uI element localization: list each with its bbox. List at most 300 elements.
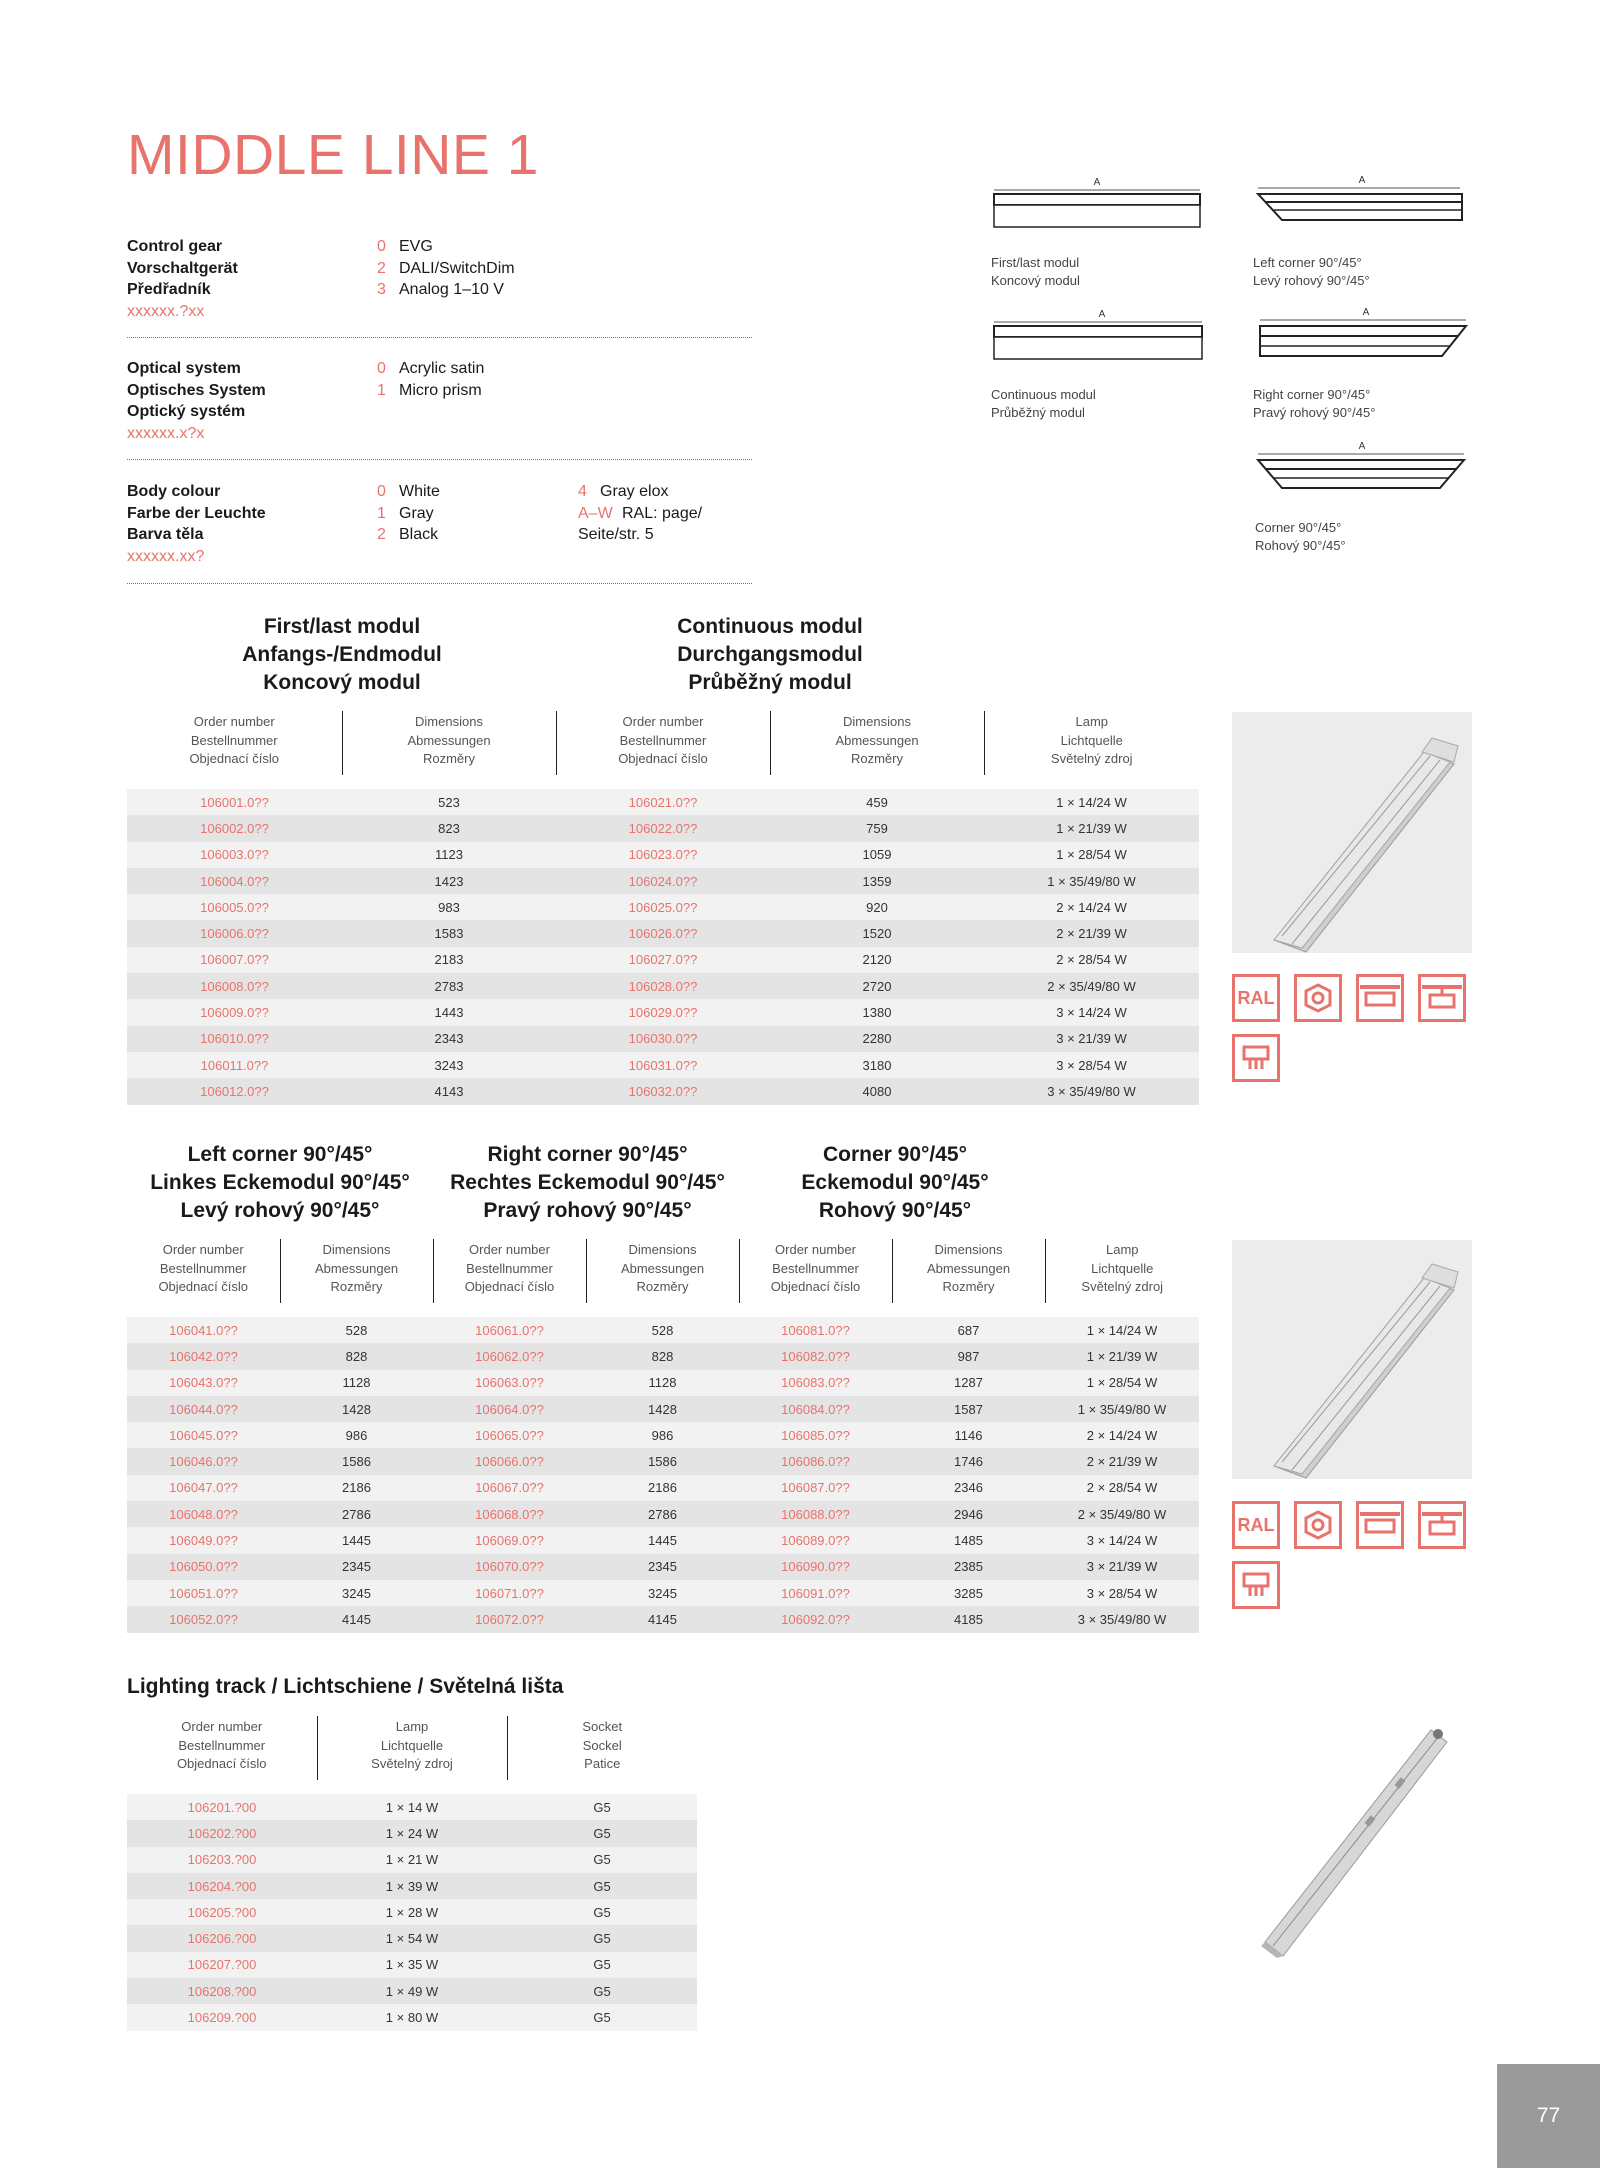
track-mount-icon — [1232, 1561, 1280, 1609]
column-header — [892, 1239, 1045, 1303]
table-header-row — [127, 711, 1199, 775]
column-header-line: Abmessungen — [926, 1260, 1011, 1276]
table-cell: 2183 — [342, 947, 556, 973]
table-cell: 1146 — [892, 1422, 1045, 1448]
heading-line: Pravý rohový 90°/45° — [483, 1199, 692, 1222]
order-number-cell: 106046.0?? — [127, 1448, 280, 1474]
table-row — [127, 1820, 697, 1846]
lighting-track-photo — [1255, 1720, 1455, 1960]
order-number-cell: 106012.0?? — [127, 1078, 342, 1104]
option-label: Farbe der Leuchte — [127, 504, 266, 522]
caption-line: Pravý rohový 90°/45° — [1253, 405, 1376, 420]
column-header-line: Socket — [582, 1719, 623, 1734]
table-cell: 1 × 28/54 W — [984, 842, 1199, 868]
corner-diagram — [1254, 440, 1474, 496]
column-header-line: Sockel — [582, 1737, 622, 1753]
caption-line: Levý rohový 90°/45° — [1253, 273, 1370, 288]
table-cell: G5 — [507, 1925, 697, 1951]
table-row — [127, 894, 1199, 920]
column-header-line: Lichtquelle — [1060, 732, 1123, 748]
caption-line: Corner 90°/45° — [1255, 520, 1342, 535]
table-cell: 1423 — [342, 868, 556, 894]
option-value: Micro prism — [399, 381, 482, 399]
table-cell: 1 × 28/54 W — [1045, 1370, 1199, 1396]
table-cell: 1587 — [892, 1396, 1045, 1422]
table-cell: 823 — [342, 815, 556, 841]
page-title: MIDDLE LINE 1 — [127, 123, 539, 187]
column-header-line: Rozměry — [330, 1279, 383, 1294]
right-corner-diagram — [1254, 306, 1474, 366]
table-cell: 2 × 14/24 W — [984, 894, 1199, 920]
order-number-cell: 106063.0?? — [433, 1370, 586, 1396]
order-number-cell: 106027.0?? — [556, 947, 770, 973]
table-cell: 1 × 28 W — [317, 1899, 507, 1925]
table-cell: 1443 — [342, 999, 556, 1025]
table-row — [127, 1978, 697, 2004]
option-body-colour — [127, 481, 752, 571]
caption-line: Left corner 90°/45° — [1253, 255, 1362, 270]
table-cell: 1 × 35 W — [317, 1952, 507, 1978]
option-code: xxxxxx.?xx — [127, 302, 205, 320]
table-cell: 1586 — [586, 1448, 739, 1474]
table-cell: 1 × 54 W — [317, 1925, 507, 1951]
column-header-line: Order number — [162, 1242, 244, 1257]
ral-icon: RAL — [1232, 974, 1280, 1022]
order-number-cell: 106085.0?? — [739, 1422, 892, 1448]
table-cell: 986 — [280, 1422, 433, 1448]
column-header-line: Rozměry — [422, 751, 475, 766]
order-number-cell: 106072.0?? — [433, 1606, 586, 1632]
option-value: DALI/SwitchDim — [399, 259, 515, 277]
column-header-line: Abmessungen — [620, 1260, 705, 1276]
dotted-divider — [127, 583, 752, 584]
table-body — [127, 1780, 697, 2031]
order-number-cell: 106089.0?? — [739, 1527, 892, 1553]
luminaire-photo-icon — [1232, 712, 1472, 953]
table-cell: 2 × 35/49/80 W — [984, 973, 1199, 999]
column-header — [280, 1239, 433, 1303]
order-number-cell: 106065.0?? — [433, 1422, 586, 1448]
table-row — [127, 1580, 1199, 1606]
column-header — [984, 711, 1199, 775]
section-heading-first-last — [197, 613, 487, 697]
table-row — [127, 1343, 1199, 1369]
table-row — [127, 1952, 697, 1978]
column-header-line: Bestellnummer — [466, 1260, 553, 1276]
product-photo-corner — [1232, 1240, 1472, 1479]
order-number-cell: 106011.0?? — [127, 1052, 342, 1078]
table-row — [127, 1448, 1199, 1474]
order-number-cell: 106008.0?? — [127, 973, 342, 999]
table-cell: 1059 — [770, 842, 984, 868]
section-heading-right-corner — [435, 1141, 740, 1225]
table-cell: 1 × 80 W — [317, 2004, 507, 2030]
column-header-line: Order number — [193, 714, 275, 729]
column-header-line: Dimensions — [628, 1242, 697, 1257]
table-row — [127, 1794, 697, 1820]
table-cell: 2343 — [342, 1026, 556, 1052]
order-number-cell: 106205.?00 — [127, 1899, 317, 1925]
table-cell: 1428 — [280, 1396, 433, 1422]
option-label: Optical system — [127, 360, 241, 377]
option-key: 0 — [377, 238, 386, 255]
column-header-line: Světelný zdroj — [1050, 751, 1133, 766]
column-header-line: Objednací číslo — [158, 1279, 249, 1294]
option-optical-system — [127, 358, 752, 448]
option-label: Control gear — [127, 238, 223, 255]
order-number-cell: 106023.0?? — [556, 842, 770, 868]
table-cell: 2346 — [892, 1475, 1045, 1501]
table-cell: 3 × 14/24 W — [984, 999, 1199, 1025]
option-value: Gray — [399, 504, 434, 522]
table-cell: 3 × 14/24 W — [1045, 1527, 1199, 1553]
product-photo-straight — [1232, 712, 1472, 953]
order-number-cell: 106061.0?? — [433, 1317, 586, 1343]
table-cell: 1128 — [586, 1370, 739, 1396]
table-cell: 4080 — [770, 1078, 984, 1104]
table-cell: 2 × 35/49/80 W — [1045, 1501, 1199, 1527]
table-cell: 1445 — [280, 1527, 433, 1553]
column-header-line: Dimensions — [843, 714, 911, 729]
column-header — [739, 1239, 892, 1303]
order-number-cell: 106201.?00 — [127, 1794, 317, 1820]
table-cell: 2786 — [280, 1501, 433, 1527]
column-header-line: Lamp — [1075, 714, 1109, 729]
order-number-cell: 106021.0?? — [556, 789, 770, 815]
table-cell: 1 × 24 W — [317, 1820, 507, 1846]
table-cell: 2120 — [770, 947, 984, 973]
table-cell: 3245 — [586, 1580, 739, 1606]
caption-line: Koncový modul — [991, 273, 1080, 288]
table-cell: 2385 — [892, 1554, 1045, 1580]
order-number-cell: 106025.0?? — [556, 894, 770, 920]
order-number-cell: 106022.0?? — [556, 815, 770, 841]
order-number-cell: 106006.0?? — [127, 920, 342, 946]
hexagon-nut-icon — [1294, 974, 1342, 1022]
option-label: Optisches System — [127, 381, 266, 399]
table-cell: 2946 — [892, 1501, 1045, 1527]
option-value: EVG — [399, 238, 433, 255]
table-cell: 2 × 28/54 W — [1045, 1475, 1199, 1501]
table-cell: 987 — [892, 1343, 1045, 1369]
table-row — [127, 1078, 1199, 1104]
column-header-line: Abmessungen — [407, 732, 491, 748]
order-number-cell: 106004.0?? — [127, 868, 342, 894]
option-key: 2 — [377, 526, 386, 543]
order-number-cell: 106204.?00 — [127, 1873, 317, 1899]
option-label: Body colour — [127, 483, 221, 500]
column-header-line: Dimensions — [934, 1242, 1003, 1257]
table-row — [127, 789, 1199, 815]
dimension-label: A — [1098, 309, 1106, 320]
surface-mount-icon — [1356, 1501, 1404, 1549]
table-corner-modules — [127, 1239, 1199, 1633]
table-cell: 2345 — [280, 1554, 433, 1580]
table-cell: 3180 — [770, 1052, 984, 1078]
option-label: Vorschaltgerät — [127, 259, 238, 277]
order-number-cell: 106090.0?? — [739, 1554, 892, 1580]
table-cell: 1 × 35/49/80 W — [1045, 1396, 1199, 1422]
column-header-line: Dimensions — [322, 1242, 391, 1257]
table-cell: G5 — [507, 1847, 697, 1873]
heading-line: Průběžný modul — [688, 671, 852, 694]
order-number-cell: 106044.0?? — [127, 1396, 280, 1422]
column-header-line: Rozměry — [636, 1279, 689, 1294]
luminaire-photo-icon — [1232, 1240, 1472, 1479]
dimension-label: A — [1362, 307, 1370, 318]
table-row — [127, 842, 1199, 868]
heading-line: Rechtes Eckemodul 90°/45° — [450, 1171, 725, 1194]
table-cell: G5 — [507, 1899, 697, 1925]
order-number-cell: 106082.0?? — [739, 1343, 892, 1369]
table-row — [127, 1026, 1199, 1052]
order-number-cell: 106066.0?? — [433, 1448, 586, 1474]
table-cell: 3 × 35/49/80 W — [984, 1078, 1199, 1104]
table-cell: 1428 — [586, 1396, 739, 1422]
pendant-mount-icon — [1418, 1501, 1466, 1549]
table-row — [127, 1873, 697, 1899]
section-heading-corner — [745, 1141, 1045, 1225]
section-heading-continuous — [620, 613, 920, 697]
first-last-module-caption — [991, 254, 1080, 290]
table-cell: 759 — [770, 815, 984, 841]
table-row — [127, 1052, 1199, 1078]
table-cell: 828 — [280, 1343, 433, 1369]
column-header — [586, 1239, 739, 1303]
option-label: Barva těla — [127, 526, 204, 543]
option-value: RAL: page/ — [622, 504, 703, 522]
table-cell: 3245 — [280, 1580, 433, 1606]
table-row — [127, 815, 1199, 841]
table-cell: 687 — [892, 1317, 1045, 1343]
table-cell: 1 × 21/39 W — [984, 815, 1199, 841]
order-number-cell: 106091.0?? — [739, 1580, 892, 1606]
column-header-line: Bestellnummer — [619, 732, 707, 748]
table-cell: 2 × 21/39 W — [984, 920, 1199, 946]
section-heading-left-corner — [130, 1141, 430, 1225]
order-number-cell: 106081.0?? — [739, 1317, 892, 1343]
table-cell: 1 × 14 W — [317, 1794, 507, 1820]
order-number-cell: 106202.?00 — [127, 1820, 317, 1846]
column-header — [127, 1716, 317, 1780]
option-value: Black — [399, 526, 439, 543]
column-header-line: Objednací číslo — [618, 751, 708, 766]
option-value: Gray elox — [600, 483, 669, 500]
order-number-cell: 106068.0?? — [433, 1501, 586, 1527]
table-row — [127, 973, 1199, 999]
option-key: 0 — [377, 360, 386, 377]
corner-caption — [1255, 519, 1346, 555]
column-header-line: Objednací číslo — [464, 1279, 555, 1294]
order-number-cell: 106088.0?? — [739, 1501, 892, 1527]
option-value: Analog 1–10 V — [399, 281, 504, 298]
column-header-line: Order number — [775, 1242, 856, 1257]
order-number-cell: 106070.0?? — [433, 1554, 586, 1580]
table-cell: 4145 — [586, 1606, 739, 1632]
table-cell: 2783 — [342, 973, 556, 999]
option-key: 2 — [377, 259, 386, 277]
heading-line: Rohový 90°/45° — [818, 1199, 972, 1222]
table-cell: 828 — [586, 1343, 739, 1369]
column-header-line: Abmessungen — [314, 1260, 399, 1276]
column-header-line: Patice — [584, 1756, 621, 1771]
table-cell: 459 — [770, 789, 984, 815]
column-header-line: Objednací číslo — [770, 1279, 861, 1294]
order-number-cell: 106042.0?? — [127, 1343, 280, 1369]
caption-line: Continuous modul — [991, 387, 1096, 402]
order-number-cell: 106002.0?? — [127, 815, 342, 841]
dotted-divider — [127, 459, 752, 460]
option-key: A–W — [578, 504, 613, 522]
column-header-line: Objednací číslo — [189, 751, 280, 766]
spacer-row — [127, 1780, 697, 1794]
page-number: 77 — [1497, 2064, 1600, 2168]
option-key: 3 — [377, 281, 386, 298]
table-row — [127, 1370, 1199, 1396]
column-header-line: Lichtquelle — [380, 1737, 444, 1753]
first-last-module-diagram — [990, 176, 1210, 238]
order-number-cell: 106071.0?? — [433, 1580, 586, 1606]
table-cell: 528 — [280, 1317, 433, 1343]
option-control-gear — [127, 236, 752, 326]
order-number-cell: 106010.0?? — [127, 1026, 342, 1052]
order-number-cell: 106084.0?? — [739, 1396, 892, 1422]
caption-line: First/last modul — [991, 255, 1080, 270]
dimension-label: A — [1093, 177, 1101, 188]
order-number-cell: 106087.0?? — [739, 1475, 892, 1501]
column-header-line: Světelný zdroj — [371, 1756, 453, 1771]
table-cell: 1 × 14/24 W — [984, 789, 1199, 815]
column-header — [342, 711, 556, 775]
table-row — [127, 1606, 1199, 1632]
order-number-cell: 106206.?00 — [127, 1925, 317, 1951]
order-number-cell: 106209.?00 — [127, 2004, 317, 2030]
column-header-line: Order number — [469, 1242, 550, 1257]
order-number-cell: 106067.0?? — [433, 1475, 586, 1501]
table-row — [127, 1422, 1199, 1448]
column-header — [1045, 1239, 1199, 1303]
table-row — [127, 1899, 697, 1925]
table-row — [127, 1501, 1199, 1527]
option-key: 0 — [377, 483, 386, 500]
table-cell: 986 — [586, 1422, 739, 1448]
heading-line: Koncový modul — [263, 671, 421, 694]
table-cell: 4143 — [342, 1078, 556, 1104]
table-body — [127, 775, 1199, 1105]
order-number-cell: 106032.0?? — [556, 1078, 770, 1104]
ral-icon: RAL — [1232, 1501, 1280, 1549]
table-cell: 2 × 21/39 W — [1045, 1448, 1199, 1474]
option-key: 4 — [578, 483, 587, 500]
column-header-line: Order number — [622, 714, 704, 729]
table-row — [127, 920, 1199, 946]
heading-line: Left corner 90°/45° — [187, 1143, 373, 1166]
table-cell: 3 × 21/39 W — [984, 1026, 1199, 1052]
heading-line: Right corner 90°/45° — [487, 1143, 688, 1166]
table-cell: 4145 — [280, 1606, 433, 1632]
column-header-line: Order number — [181, 1719, 263, 1734]
column-header-line: Dimensions — [415, 714, 483, 729]
table-cell: 3 × 28/54 W — [1045, 1580, 1199, 1606]
surface-mount-icon — [1356, 974, 1404, 1022]
table-cell: 1 × 21/39 W — [1045, 1343, 1199, 1369]
dimension-label: A — [1358, 441, 1366, 452]
order-number-cell: 106203.?00 — [127, 1847, 317, 1873]
column-header-line: Abmessungen — [835, 732, 919, 748]
column-header-line: Rozměry — [850, 751, 903, 766]
order-number-cell: 106007.0?? — [127, 947, 342, 973]
heading-line: Eckemodul 90°/45° — [801, 1171, 989, 1194]
order-number-cell: 106026.0?? — [556, 920, 770, 946]
track-mount-icon — [1232, 1034, 1280, 1082]
table-cell: 523 — [342, 789, 556, 815]
right-corner-caption — [1253, 386, 1375, 422]
column-header-line: Rozměry — [942, 1279, 995, 1294]
order-number-cell: 106062.0?? — [433, 1343, 586, 1369]
table-cell: 3 × 35/49/80 W — [1045, 1606, 1199, 1632]
table-cell: 528 — [586, 1317, 739, 1343]
order-number-cell: 106041.0?? — [127, 1317, 280, 1343]
table-header-row — [127, 1716, 697, 1780]
order-number-cell: 106092.0?? — [739, 1606, 892, 1632]
table-cell: 1287 — [892, 1370, 1045, 1396]
table-cell: 2345 — [586, 1554, 739, 1580]
heading-line: Corner 90°/45° — [822, 1143, 968, 1166]
table-cell: 1 × 14/24 W — [1045, 1317, 1199, 1343]
table-row — [127, 1527, 1199, 1553]
column-header-line: Lamp — [1105, 1242, 1139, 1257]
table-cell: 4185 — [892, 1606, 1045, 1632]
table-cell: 2280 — [770, 1026, 984, 1052]
order-number-cell: 106030.0?? — [556, 1026, 770, 1052]
table-row — [127, 1396, 1199, 1422]
order-number-cell: 106003.0?? — [127, 842, 342, 868]
order-number-cell: 106029.0?? — [556, 999, 770, 1025]
table-cell: G5 — [507, 2004, 697, 2030]
table-cell: 1 × 39 W — [317, 1873, 507, 1899]
order-number-cell: 106049.0?? — [127, 1527, 280, 1553]
option-key: 1 — [377, 504, 386, 522]
table-row — [127, 1475, 1199, 1501]
caption-line: Průběžný modul — [991, 405, 1085, 420]
table-row — [127, 947, 1199, 973]
order-number-cell: 106009.0?? — [127, 999, 342, 1025]
heading-line: Durchgangsmodul — [677, 643, 863, 666]
column-header-line: Lamp — [395, 1719, 429, 1734]
column-header — [433, 1239, 586, 1303]
column-header — [127, 1239, 280, 1303]
table-cell: 2186 — [280, 1475, 433, 1501]
table-cell: G5 — [507, 1952, 697, 1978]
order-number-cell: 106048.0?? — [127, 1501, 280, 1527]
option-value: Seite/str. 5 — [578, 526, 654, 543]
table-cell: 920 — [770, 894, 984, 920]
table-cell: 2720 — [770, 973, 984, 999]
column-header — [556, 711, 770, 775]
column-header-line: Objednací číslo — [176, 1756, 267, 1771]
column-header-line: Bestellnummer — [178, 1737, 266, 1753]
column-header — [507, 1716, 697, 1780]
table-cell: G5 — [507, 1978, 697, 2004]
table-cell: 1445 — [586, 1527, 739, 1553]
left-corner-diagram — [1252, 174, 1472, 230]
order-number-cell: 106051.0?? — [127, 1580, 280, 1606]
table-lighting-track — [127, 1716, 697, 2031]
table-cell: 3 × 21/39 W — [1045, 1554, 1199, 1580]
table-header-row — [127, 1239, 1199, 1303]
table-cell: 3285 — [892, 1580, 1045, 1606]
column-header-line: Bestellnummer — [772, 1260, 859, 1276]
